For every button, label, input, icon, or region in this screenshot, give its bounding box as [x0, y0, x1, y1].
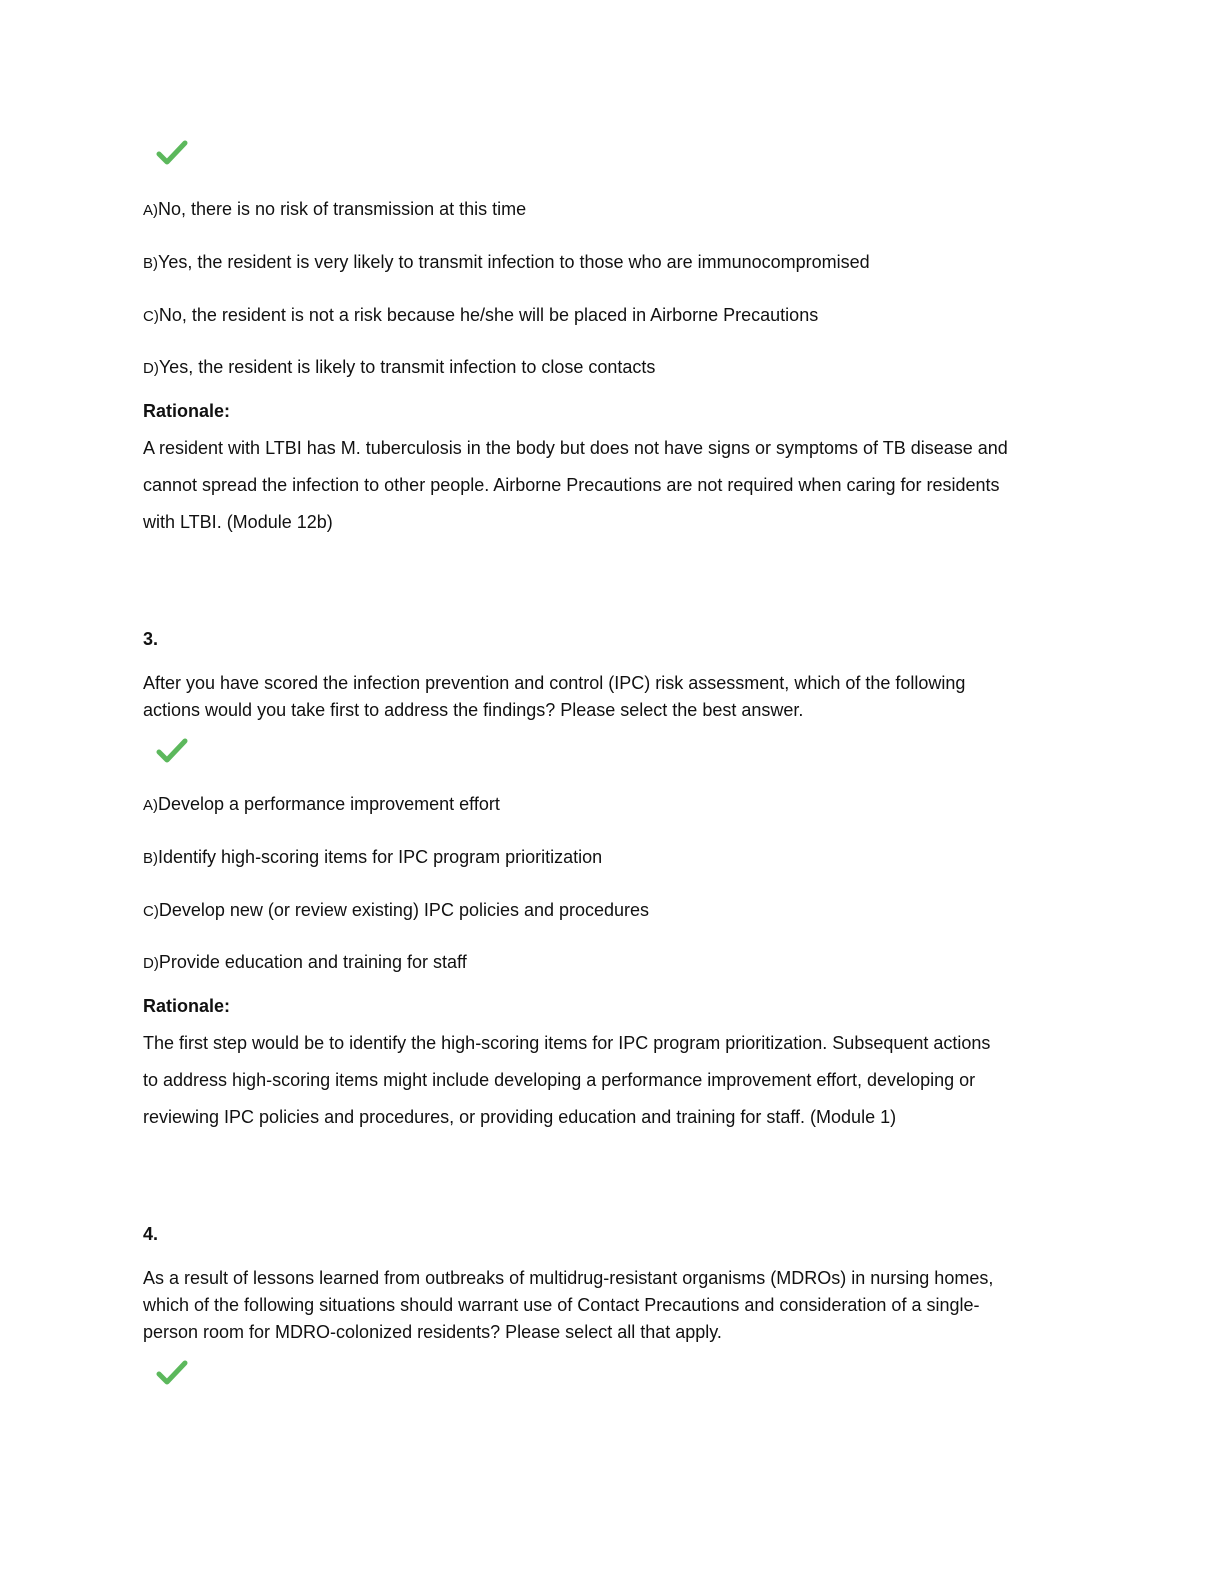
rationale-text: A resident with LTBI has M. tuberculosis in the body but does not have signs or symptoms of TB disease and: [143, 438, 1008, 458]
question-text: which of the following situations should warrant use of Contact Precautions and consideration of a single-: [143, 1295, 980, 1315]
answer-option-d: D)Yes, the resident is likely to transmit infection to close contacts: [143, 357, 656, 377]
question-number: 3.: [143, 629, 159, 649]
rationale-text: to address high-scoring items might include developing a performance improvement effort, developing or: [143, 1070, 976, 1090]
answer-option-a: A)No, there is no risk of transmission at this time: [143, 199, 527, 219]
rationale-text: with LTBI. (Module 12b): [143, 512, 333, 532]
answer-option-c: C)No, the resident is not a risk because he/she will be placed in Airborne Precautions: [143, 305, 819, 325]
rationale-text: cannot spread the infection to other people. Airborne Precautions are not required when caring for residents: [143, 475, 1000, 495]
question-text: After you have scored the infection prevention and control (IPC) risk assessment, which of the following: [143, 673, 966, 693]
question-text: actions would you take first to address the findings? Please select the best answer.: [143, 700, 804, 720]
rationale-heading: Rationale:: [143, 401, 231, 421]
rationale-text: The first step would be to identify the high-scoring items for IPC program prioritization. Subsequent actions: [143, 1033, 991, 1053]
answer-option-a: A)Develop a performance improvement effort: [143, 794, 500, 814]
answer-option-b: B)Identify high-scoring items for IPC program prioritization: [143, 847, 603, 867]
question-number: 4.: [143, 1224, 159, 1244]
answer-option-c: C)Develop new (or review existing) IPC policies and procedures: [143, 900, 650, 920]
question-text: As a result of lessons learned from outbreaks of multidrug-resistant organisms (MDROs) in nursing homes,: [143, 1268, 994, 1288]
checkmark-icon: [156, 738, 188, 764]
answer-option-b: B)Yes, the resident is very likely to transmit infection to those who are immunocompromised: [143, 252, 870, 272]
rationale-heading: Rationale:: [143, 996, 231, 1016]
checkmark-icon: [156, 1360, 188, 1386]
checkmark-icon: [156, 140, 188, 166]
rationale-text: reviewing IPC policies and procedures, or providing education and training for staff. (Module 1): [143, 1107, 897, 1127]
answer-option-d: D)Provide education and training for staff: [143, 952, 467, 972]
question-text: person room for MDRO-colonized residents? Please select all that apply.: [143, 1322, 722, 1342]
